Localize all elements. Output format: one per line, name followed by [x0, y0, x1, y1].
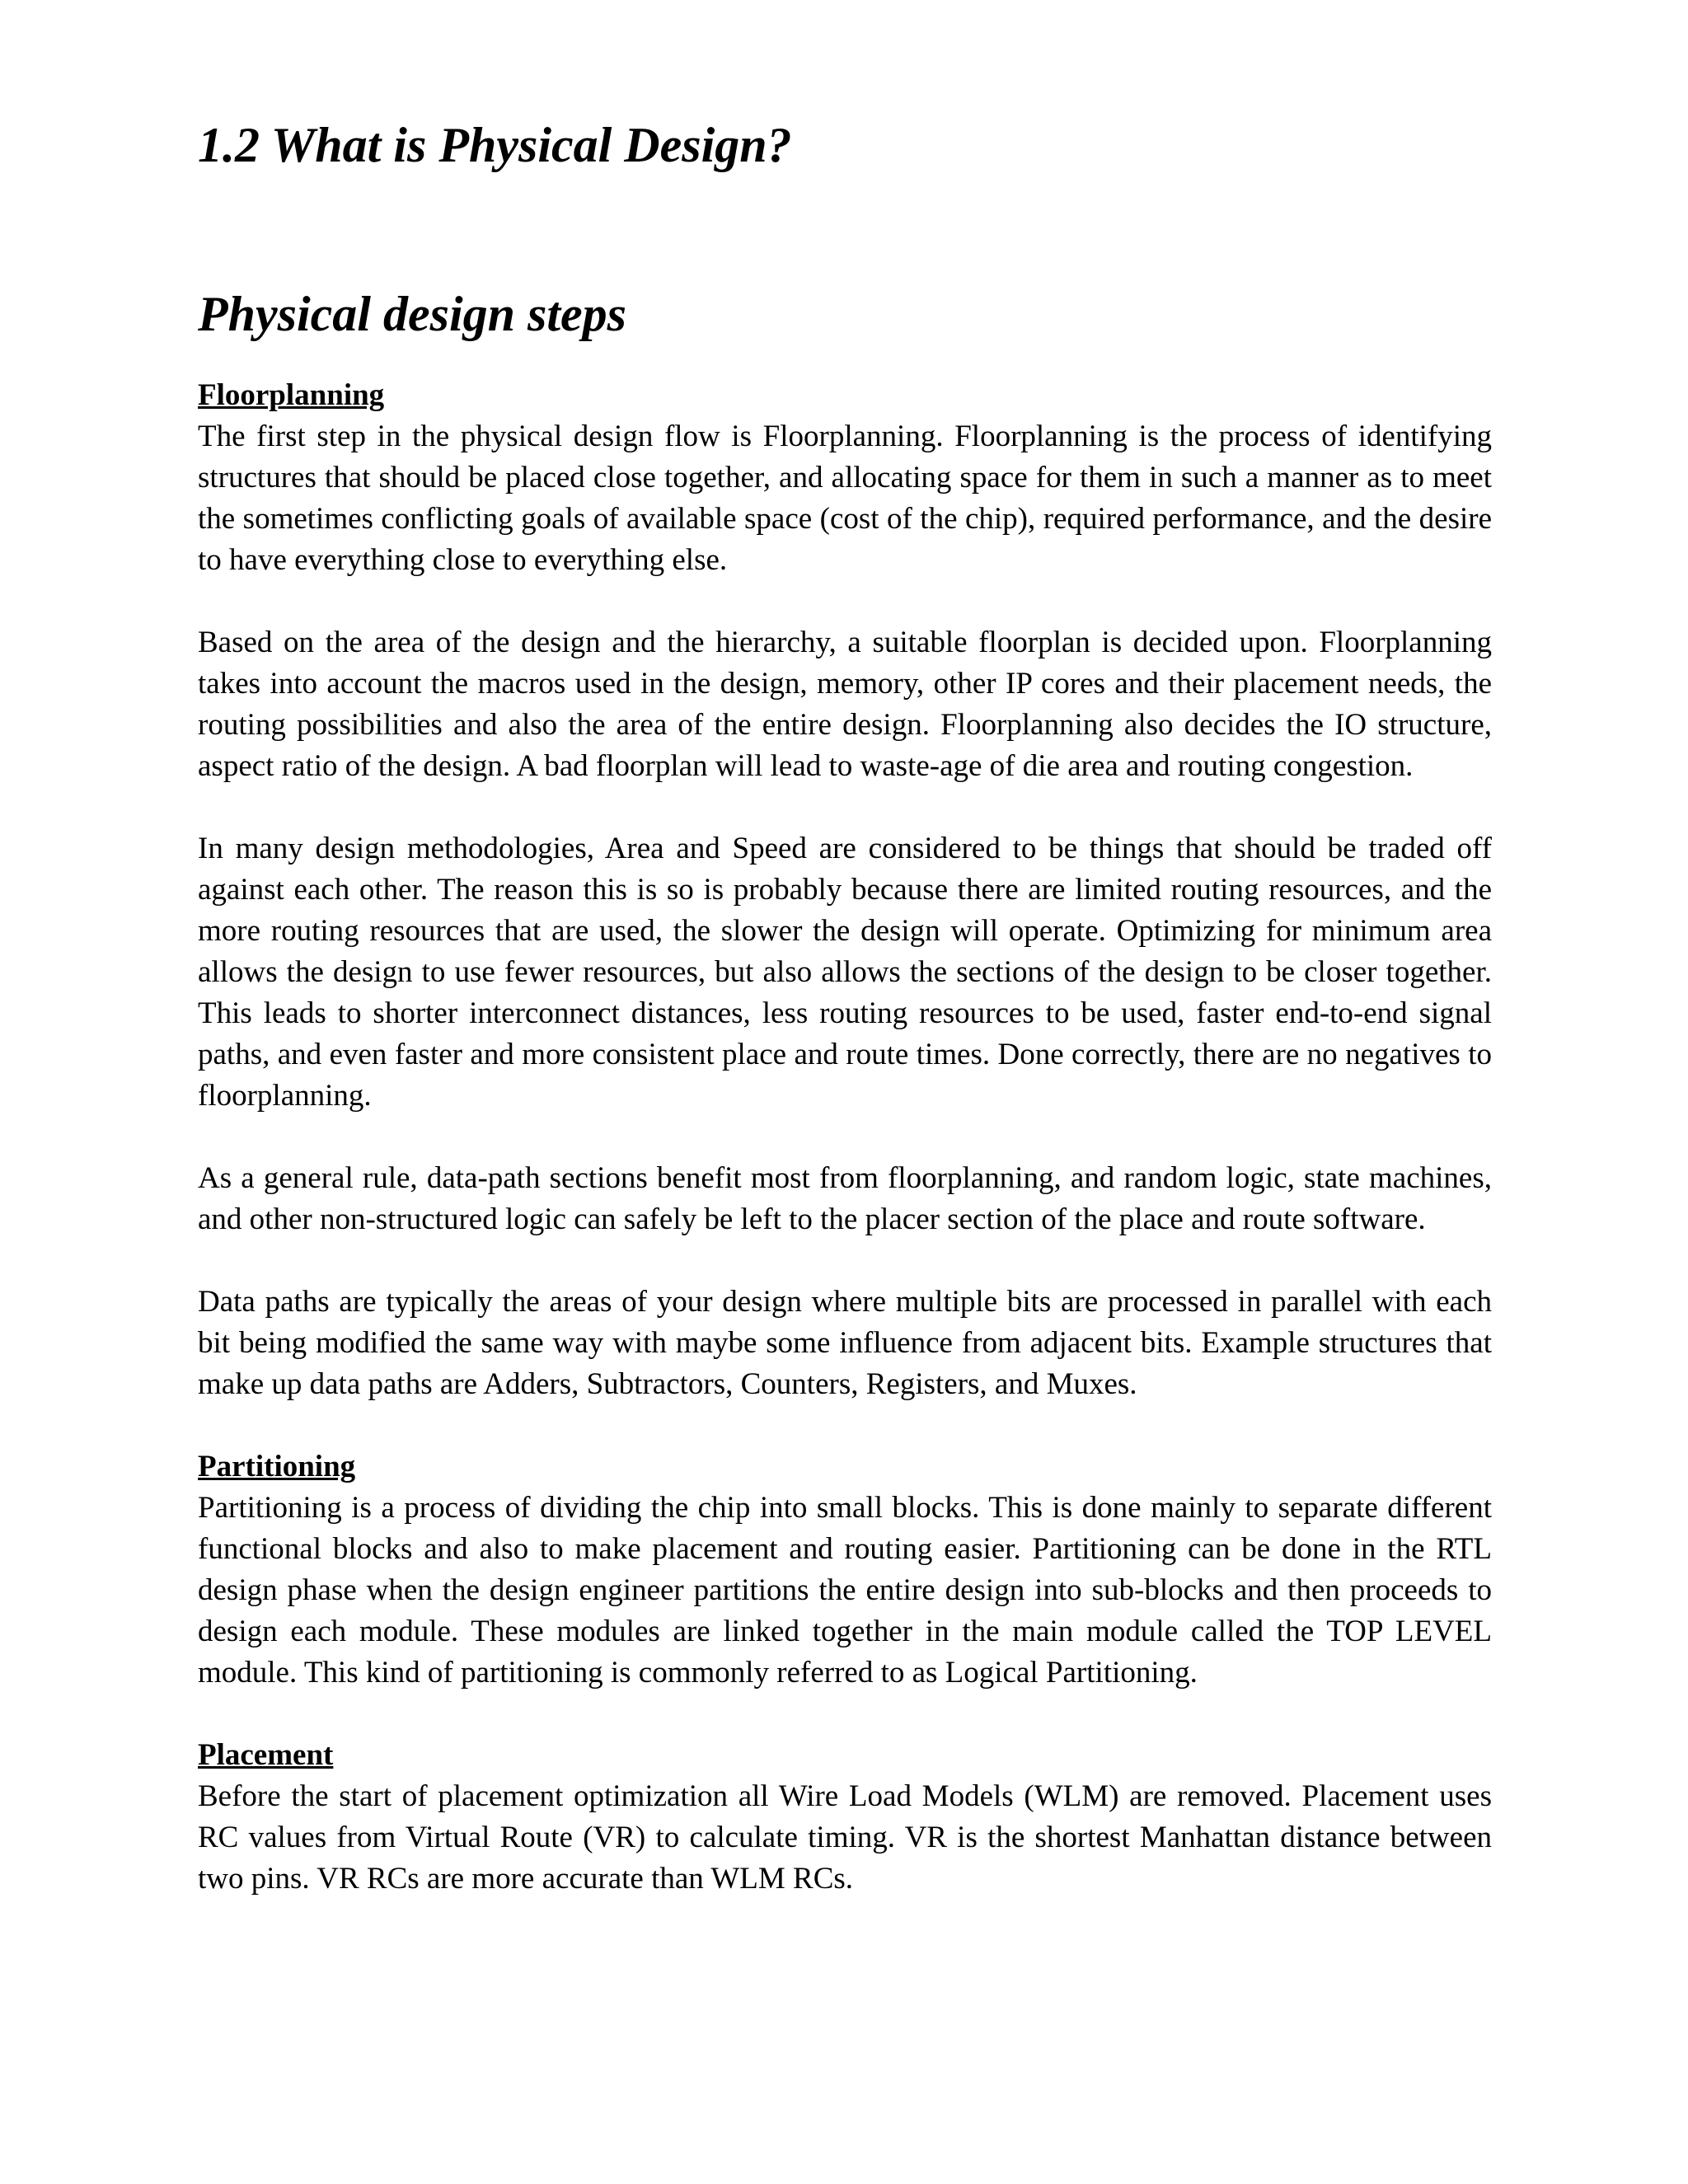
placement-section: [198, 1735, 1492, 1900]
body-content: [198, 375, 1492, 1900]
paragraph-spacer: [198, 1240, 1492, 1282]
placement-subheading: Placement: [198, 1738, 334, 1772]
floorplanning-section: [198, 375, 1492, 1405]
partitioning-subheading: Partitioning: [198, 1450, 356, 1483]
floorplanning-subheading: Floorplanning: [198, 378, 385, 412]
chapter-heading: 1.2 What is Physical Design?: [198, 118, 792, 172]
paragraph: In many design methodologies, Area and Speed are considered to be things that should be traded off against each other. The reason this is so is probably because there are limited routing resources, and the more routing resources that are used, the slower the design will operate. Optimizing for minimum area allows the design to use fewer resources, but also allows the sections of the design to be closer together. This leads to shorter interconnect distances, less routing resources to be used, faster end-to-end signal paths, and even faster and more consistent place and route times. Done correctly, there are no negatives to floorplanning.: [198, 832, 1492, 1113]
paragraph: As a general rule, data-path sections benefit most from floorplanning, and random logic, state machines, and other non-structured logic can safely be left to the placer section of the place and route software.: [198, 1161, 1492, 1236]
paragraph-spacer: [198, 1117, 1492, 1158]
paragraph-spacer: [198, 787, 1492, 828]
section-heading: Physical design steps: [198, 287, 626, 341]
paragraph-spacer: [198, 581, 1492, 622]
paragraph: Partitioning is a process of dividing the chip into small blocks. This is done mainly to separate different functional blocks and also to make placement and routing easier. Partitioning can be done in the RTL design phase when the design engineer partitions the entire design into sub-blocks and then proceeds to design each module. These modules are linked together in the main module called the TOP LEVEL module. This kind of partitioning is commonly referred to as Logical Partitioning.: [198, 1491, 1492, 1690]
paragraph: The first step in the physical design flow is Floorplanning. Floorplanning is the process of identifying structures that should be placed close together, and allocating space for them in such a manner as to meet the sometimes conflicting goals of available space (cost of the chip), required performance, and the desire to have everything close to everything else.: [198, 419, 1492, 577]
section-spacer: [198, 1405, 1492, 1446]
paragraph: Based on the area of the design and the hierarchy, a suitable floorplan is decided upon. Floorplanning takes into account the macros used in the design, memory, other IP cores and their placement needs, the routing possibilities and also the area of the entire design. Floorplanning also decides the IO structure, aspect ratio of the design. A bad floorplan will lead to waste-age of die area and routing congestion.: [198, 626, 1492, 783]
paragraph: Data paths are typically the areas of your design where multiple bits are processed in parallel with each bit being modified the same way with maybe some influence from adjacent bits. Example structures that make up data paths are Adders, Subtractors, Counters, Registers, and Muxes.: [198, 1285, 1492, 1401]
section-spacer: [198, 1694, 1492, 1735]
partitioning-section: [198, 1446, 1492, 1694]
paragraph: Before the start of placement optimization all Wire Load Models (WLM) are removed. Placement uses RC values from Virtual Route (VR) to calculate timing. VR is the shortest Manhattan distance between two pins. VR RCs are more accurate than WLM RCs.: [198, 1779, 1492, 1896]
